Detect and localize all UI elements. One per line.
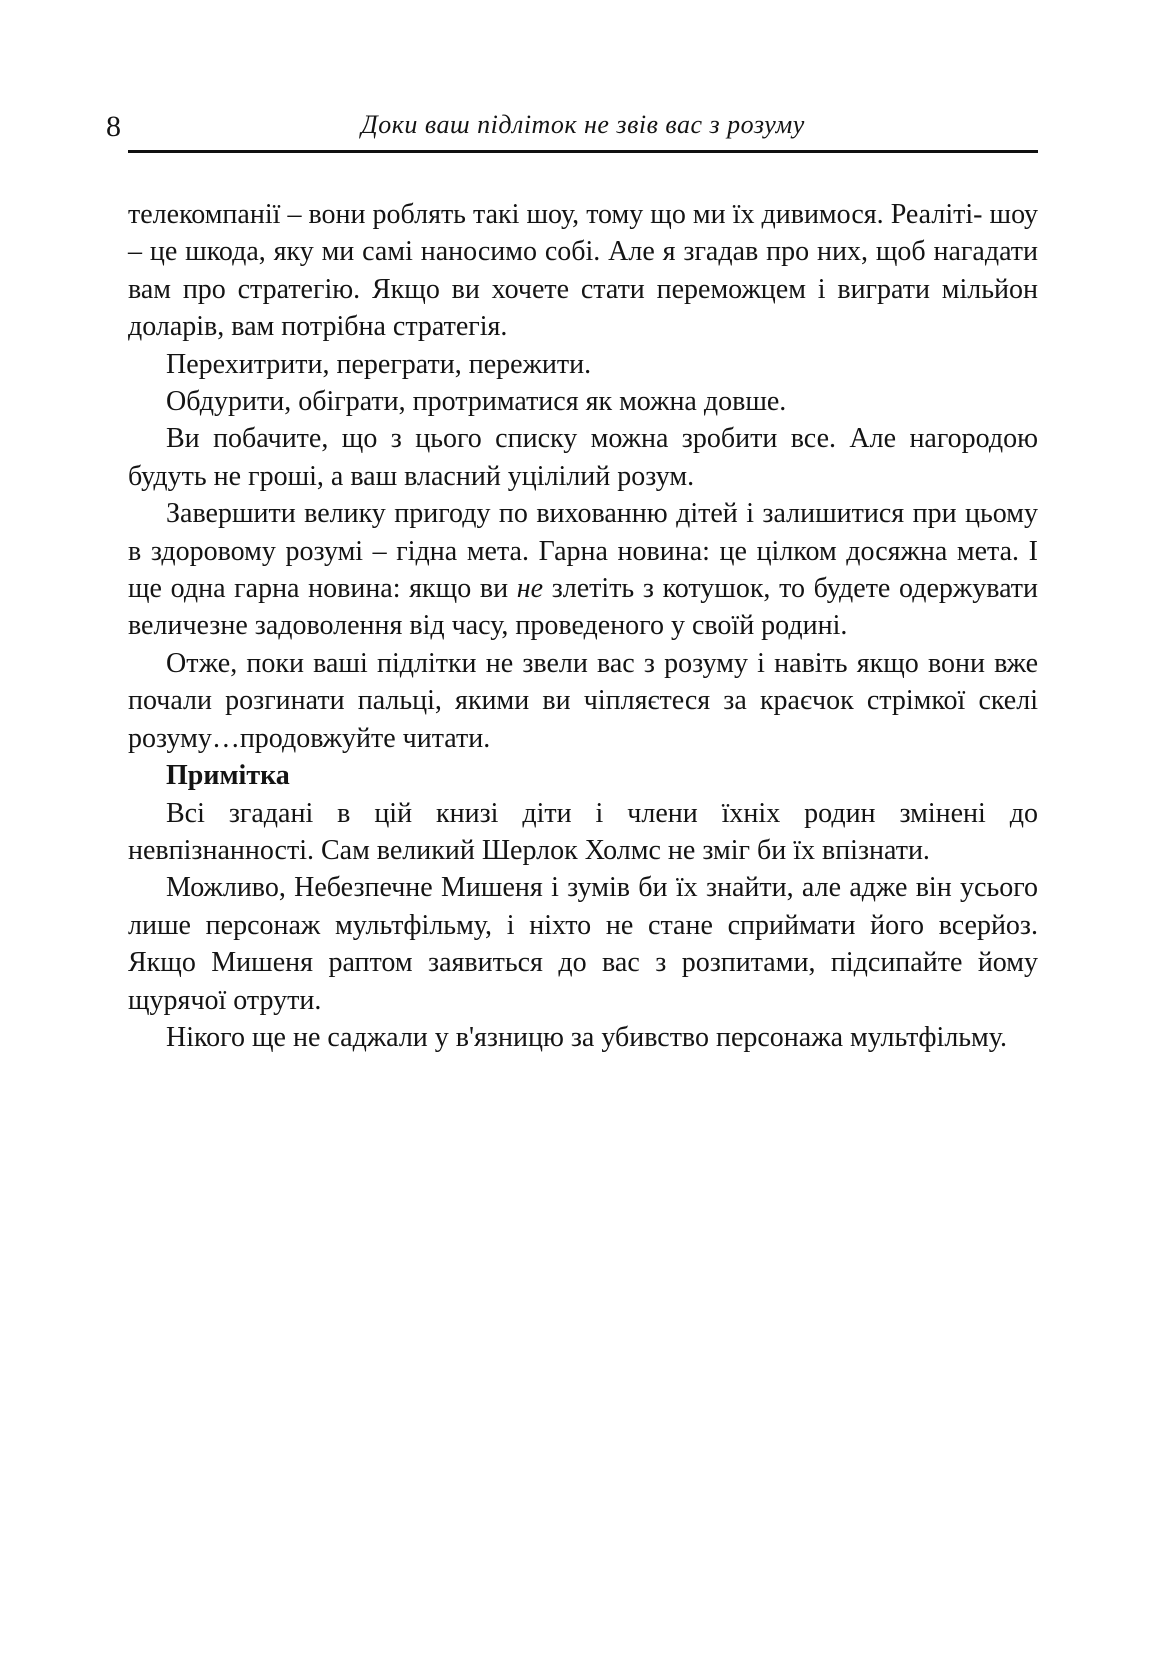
text-run: Нікого ще не саджали у в'язницю за убивство персонажа мультфільму. xyxy=(166,1021,1007,1053)
text-run: телекомпанії – вони роблять такі шоу, тому що ми їх дивимося. Реаліті- шоу – це шкода, яку ми самі наносимо собі. Але я згадав про них, щоб нагадати вам про стратегію. Якщо ви хочете стати переможцем і виграти мільйон доларів, вам потрібна стратегія. xyxy=(128,199,1038,343)
running-title: Доки ваш підліток не звів вас з розуму xyxy=(361,110,805,139)
text-run: Можливо, Небезпечне Мишеня і зумів би їх знайти, але адже він усього лише персонаж мультфільму, і ніхто не стане сприймати його всерйоз. Якщо Мишеня раптом заявиться до вас з розпитами, підсипайте йому щурячої отрути. xyxy=(128,872,1038,1016)
text-run: Примітка xyxy=(166,760,290,792)
text-run: Перехитрити, переграти, пережити. xyxy=(166,348,592,380)
text-run: злетіть з котушок, то будете одержувати величезне задоволення від часу, проведеного у своїй родині. xyxy=(128,573,1038,642)
text-run: Отже, поки ваші підлітки не звели вас з розуму і навіть якщо вони вже почали розгинати пальці, якими ви чіпляєтеся за краєчок стрімкої скелі розуму…продовжуйте читати. xyxy=(128,647,1038,754)
paragraph xyxy=(128,420,1038,495)
text-run: Всі згадані в цій книзі діти і члени їхніх родин змінені до невпізнанності. Сам великий Шерлок Холмс не зміг би їх впізнати. xyxy=(128,797,1038,866)
text-run: Завершити велику пригоду по вихованню дітей і залишитися при цьому в здоровому розумі – гідна мета. Гарна новина: це цілком досяжна мета. І ще одна гарна новина: якщо ви xyxy=(128,498,1038,605)
text-run: не xyxy=(516,573,544,605)
text-run: Обдурити, обіграти, протриматися як можна довше. xyxy=(166,386,787,418)
paragraph xyxy=(128,869,1038,1019)
paragraph xyxy=(128,795,1038,870)
paragraph xyxy=(128,383,1038,420)
paragraph xyxy=(128,346,1038,383)
paragraph xyxy=(128,495,1038,645)
header-rule xyxy=(128,150,1038,153)
page-header xyxy=(106,108,1038,153)
paragraph xyxy=(128,645,1038,757)
paragraph xyxy=(128,757,1038,794)
text-run: Ви побачите, що з цього списку можна зробити все. Але нагородою будуть не гроші, а ваш власний уцілілий розум. xyxy=(128,423,1038,492)
page-number: 8 xyxy=(106,110,121,143)
paragraph xyxy=(128,1019,1038,1056)
page-body xyxy=(128,196,1038,1056)
paragraph xyxy=(128,196,1038,346)
